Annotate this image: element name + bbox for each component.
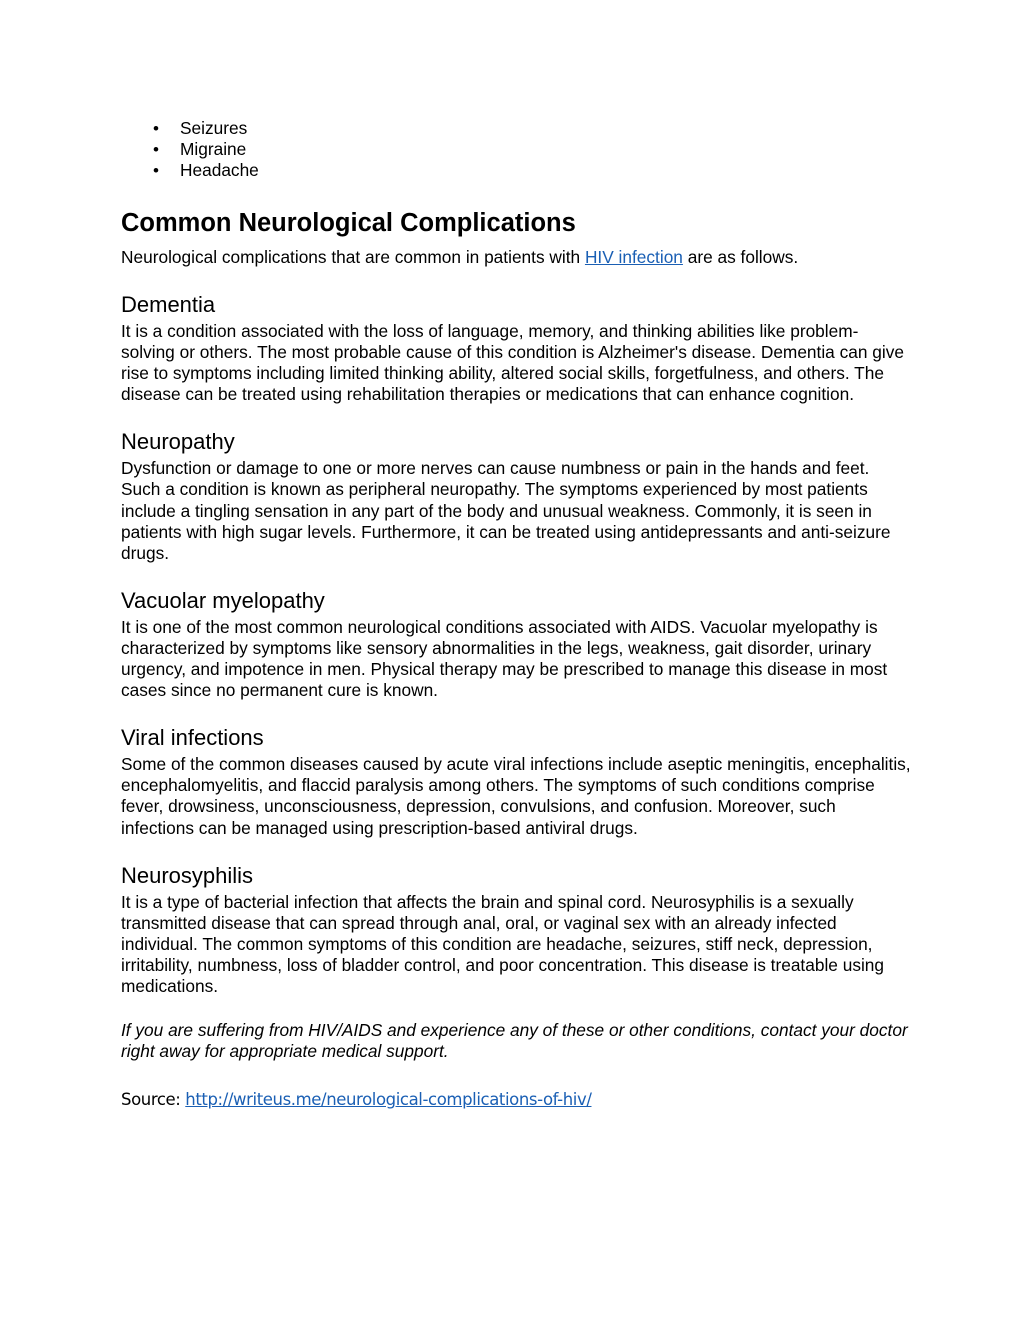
intro-text-before: Neurological complications that are common in patients with: [121, 247, 585, 267]
list-item: [121, 118, 911, 139]
section-text-dementia: It is a condition associated with the loss of language, memory, and thinking abilities like problem-solving or others. The most probable cause of this condition is Alzheimer's disease. Dementia can give rise to symptoms including limited thinking ability, altered social skills, forgetfulness, and others. The disease can be treated using rehabilitation therapies or medications that can enhance cognition.: [121, 321, 904, 405]
intro-text-after: are as follows.: [682, 247, 799, 267]
section-heading-neurosyphilis: Neurosyphilis: [121, 862, 254, 888]
section-heading-neuropathy: Neuropathy: [121, 429, 235, 455]
list-item: [121, 160, 911, 181]
list-item-label: Seizures: [180, 118, 248, 138]
section-text-neuropathy: Dysfunction or damage to one or more nerves can cause numbness or pain in the hands and feet. Such a condition is known as peripheral neuropathy. The symptoms experienced by most patients include a tingling sensation in any part of the body and unusual weakness. Commonly, it is seen in patients with high sugar levels. Furthermore, it can be treated using antidepressants and anti-seizure drugs.: [121, 458, 891, 563]
source-label: Source:: [121, 1090, 186, 1110]
section-heading-viral-infections: Viral infections: [121, 725, 264, 751]
section-text-vacuolar-myelopathy: It is one of the most common neurological conditions associated with AIDS. Vacuolar myelopathy is characterized by symptoms like sensory abnormalities in the legs, weakness, gait disorder, urinary urgency, and impotence in men. Physical therapy may be prescribed to manage this disease in most cases since no permanent cure is known.: [121, 616, 888, 701]
section-heading-dementia: Dementia: [121, 292, 216, 317]
section-heading-vacuolar-myelopathy: Vacuolar myelopathy: [121, 587, 325, 613]
document-page: [121, 118, 911, 1110]
page-title: Common Neurological Complications: [121, 209, 576, 237]
section-text-viral-infections: Some of the common diseases caused by acute viral infections include aseptic meningitis, encephalitis, encephalomyelitis, and flaccid paralysis among others. The symptoms of such conditions comprise fever, drowsiness, unconsciousness, depression, convulsions, and confusion. Moreover, such infections can be managed using prescription-based antiviral drugs.: [121, 754, 911, 838]
list-item-label: Headache: [180, 160, 259, 180]
source-link[interactable]: http://writeus.me/neurological-complications-of-hiv/: [185, 1090, 592, 1110]
hiv-infection-link[interactable]: HIV infection: [584, 247, 683, 267]
bullet-icon: •: [153, 161, 159, 180]
section-text-neurosyphilis: It is a type of bacterial infection that affects the brain and spinal cord. Neurosyphilis is a sexually transmitted disease that can spread through anal, oral, or vaginal sex with an already infected individual. The common symptoms of this condition are headache, seizures, stiff neck, depression, irritability, numbness, loss of bladder control, and poor concentration. This disease is treatable using medications.: [121, 891, 885, 996]
list-item: [121, 139, 911, 160]
bullet-icon: •: [153, 119, 159, 138]
symptom-list: [121, 118, 911, 181]
closing-note: If you are suffering from HIV/AIDS and experience any of these or other conditions, contact your doctor right away for appropriate medical support.: [121, 1020, 908, 1062]
bullet-icon: •: [153, 140, 159, 159]
intro-paragraph: [121, 247, 911, 268]
source-line: [121, 1090, 911, 1110]
list-item-label: Migraine: [180, 139, 247, 159]
